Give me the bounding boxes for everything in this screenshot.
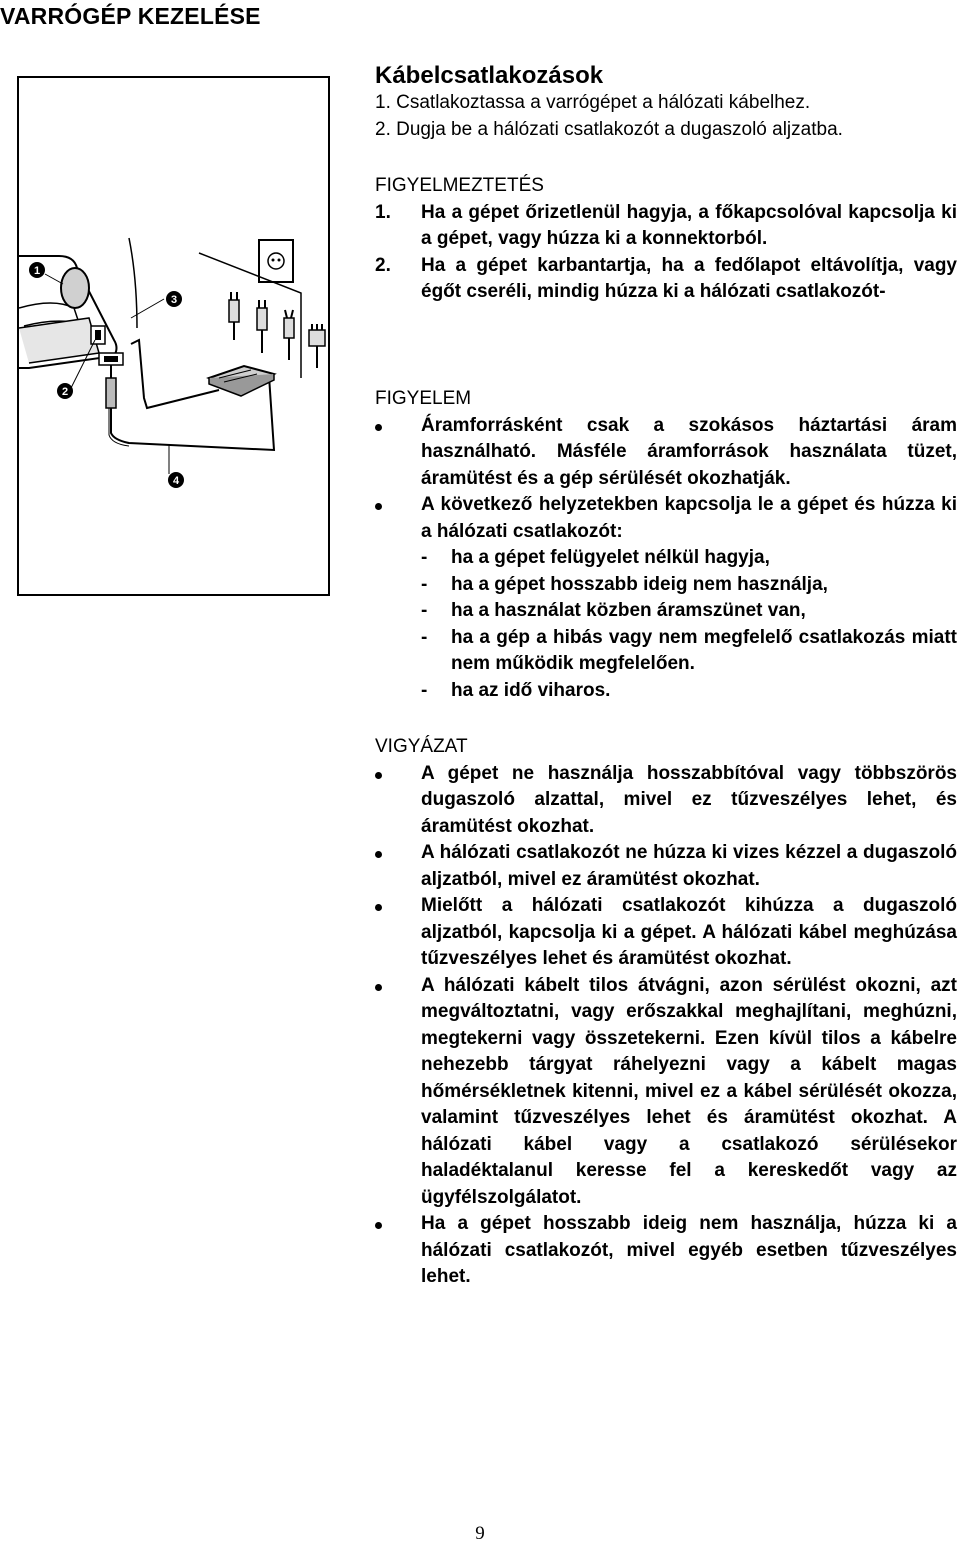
plug-types	[229, 292, 325, 368]
bullet-icon	[375, 984, 382, 991]
dash-item-3: - ha a használat közben áramszünet van,	[421, 600, 806, 621]
cable-step-1: 1. Csatlakoztassa a varrógépet a hálózati kábelhez.	[375, 92, 811, 113]
bullet-icon	[375, 772, 382, 779]
caution-bullet-text: A hálózati kábelt tilos átvágni, azon sérülést okozni, azt megváltoztatni, vagy erőszakkal meghajlítani, meghúzni, megtekerni vagy összetekerni. Ezen kívül tilos a kábelre nehezebb tárgyat ráhelyezni vagy a kábelt magas hőmérsékletnek kitenni, mivel ez a kábel sérülését okozza, valamint tűzveszélyes lehet és áramütést okozhat. A hálózati kábel vagy a csatlakozó sérülésekor haladéktalanul keresse fel a kereskedőt vagy az ügyfélszolgálatot.	[421, 974, 957, 1208]
caution-bullet-3	[375, 893, 957, 973]
warning-item-number: 1.	[375, 201, 391, 223]
warning-item-2	[375, 253, 957, 306]
caution-bullet-text: Mielőtt a hálózati csatlakozót kihúzza a dugaszoló aljzatból, kapcsolja ki a gépet. A hálózati kábel meghúzása tűzveszélyes lehet és áramütést okozhat.	[421, 895, 957, 969]
callout-1	[29, 262, 45, 278]
attention-bullet-1	[375, 413, 957, 493]
caution-section	[375, 734, 957, 1291]
attention-bullet-2	[375, 492, 957, 704]
attention-bullet-text: Áramforrásként csak a szokásos háztartási áram használható. Másféle áramforrások használata tüzet, áramütést és a gép sérülését okozhatják.	[421, 414, 957, 489]
caution-bullet-2	[375, 840, 957, 893]
bullet-icon	[375, 1222, 382, 1229]
callout-2	[57, 383, 73, 399]
bullet-icon	[375, 503, 382, 510]
cable-step-2: 2. Dugja be a hálózati csatlakozót a dugaszoló aljzatba.	[375, 118, 843, 140]
caution-bullet-1	[375, 761, 957, 841]
caution-bullet-text: A hálózati csatlakozót ne húzza ki vizes kézzel a dugaszoló aljzatból, mivel ez áramütést okozhat.	[421, 842, 957, 890]
dash-item-2: - ha a gépet hosszabb ideig nem használja,	[421, 573, 828, 595]
warning-item-number: 2.	[375, 254, 391, 276]
attention-section	[375, 386, 957, 704]
bullet-icon	[375, 904, 382, 911]
page-number: 9	[475, 1523, 485, 1544]
caution-heading: VIGYÁZAT	[375, 736, 468, 757]
callout-3	[166, 291, 182, 307]
page-header: VARRÓGÉP KEZELÉSE	[0, 3, 261, 29]
warning-item-1	[375, 200, 957, 253]
dash-item-5: - ha az idő viharos.	[421, 679, 611, 701]
svg-text:2: 2	[61, 386, 69, 398]
bullet-icon	[375, 851, 382, 858]
svg-text:3: 3	[170, 294, 178, 306]
dash-item-4: - ha a gép a hibás vagy nem megfelelő csatlakozás miatt nem működik megfelelően.	[421, 626, 957, 674]
warning-item-text: Ha a gépet őrizetlenül hagyja, a főkapcsolóval kapcsolja ki a gépet, vagy húzza ki a konnektorból.	[421, 201, 957, 249]
attention-bullet-text: A következő helyzetekben kapcsolja le a gépet és húzza ki a hálózati csatlakozót:	[421, 494, 957, 542]
attention-heading: FIGYELEM	[375, 388, 472, 409]
warning-heading: FIGYELMEZTETÉS	[375, 175, 544, 196]
callout-4	[168, 472, 184, 488]
caution-bullet-5	[375, 1211, 957, 1291]
connection-illustration	[17, 76, 330, 596]
caution-bullet-4	[375, 973, 957, 1212]
caution-bullet-text: A gépet ne használja hosszabbítóval vagy többszörös dugaszoló alzattal, mivel ez tűzveszélyes lehet, és áramütést okozhat.	[421, 762, 957, 837]
sewing-machine-cable-diagram	[19, 78, 332, 598]
caution-bullet-text: Ha a gépet hosszabb ideig nem használja, húzza ki a hálózati csatlakozót, mivel egyéb esetben tűzveszélyes lehet.	[421, 1213, 957, 1287]
cable-title: Kábelcsatlakozások	[375, 62, 604, 89]
cable-section	[375, 62, 957, 143]
dash-item-1: - ha a gépet felügyelet nélkül hagyja,	[421, 547, 770, 568]
handwheel	[61, 268, 89, 308]
warning-section	[375, 173, 957, 306]
warning-item-text: Ha a gépet karbantartja, ha a fedőlapot eltávolítja, vagy égőt cseréli, mindig húzza ki a hálózati csatlakozót-	[421, 254, 957, 302]
bullet-icon	[375, 424, 382, 431]
svg-text:1: 1	[33, 265, 41, 277]
svg-text:4: 4	[172, 475, 180, 487]
